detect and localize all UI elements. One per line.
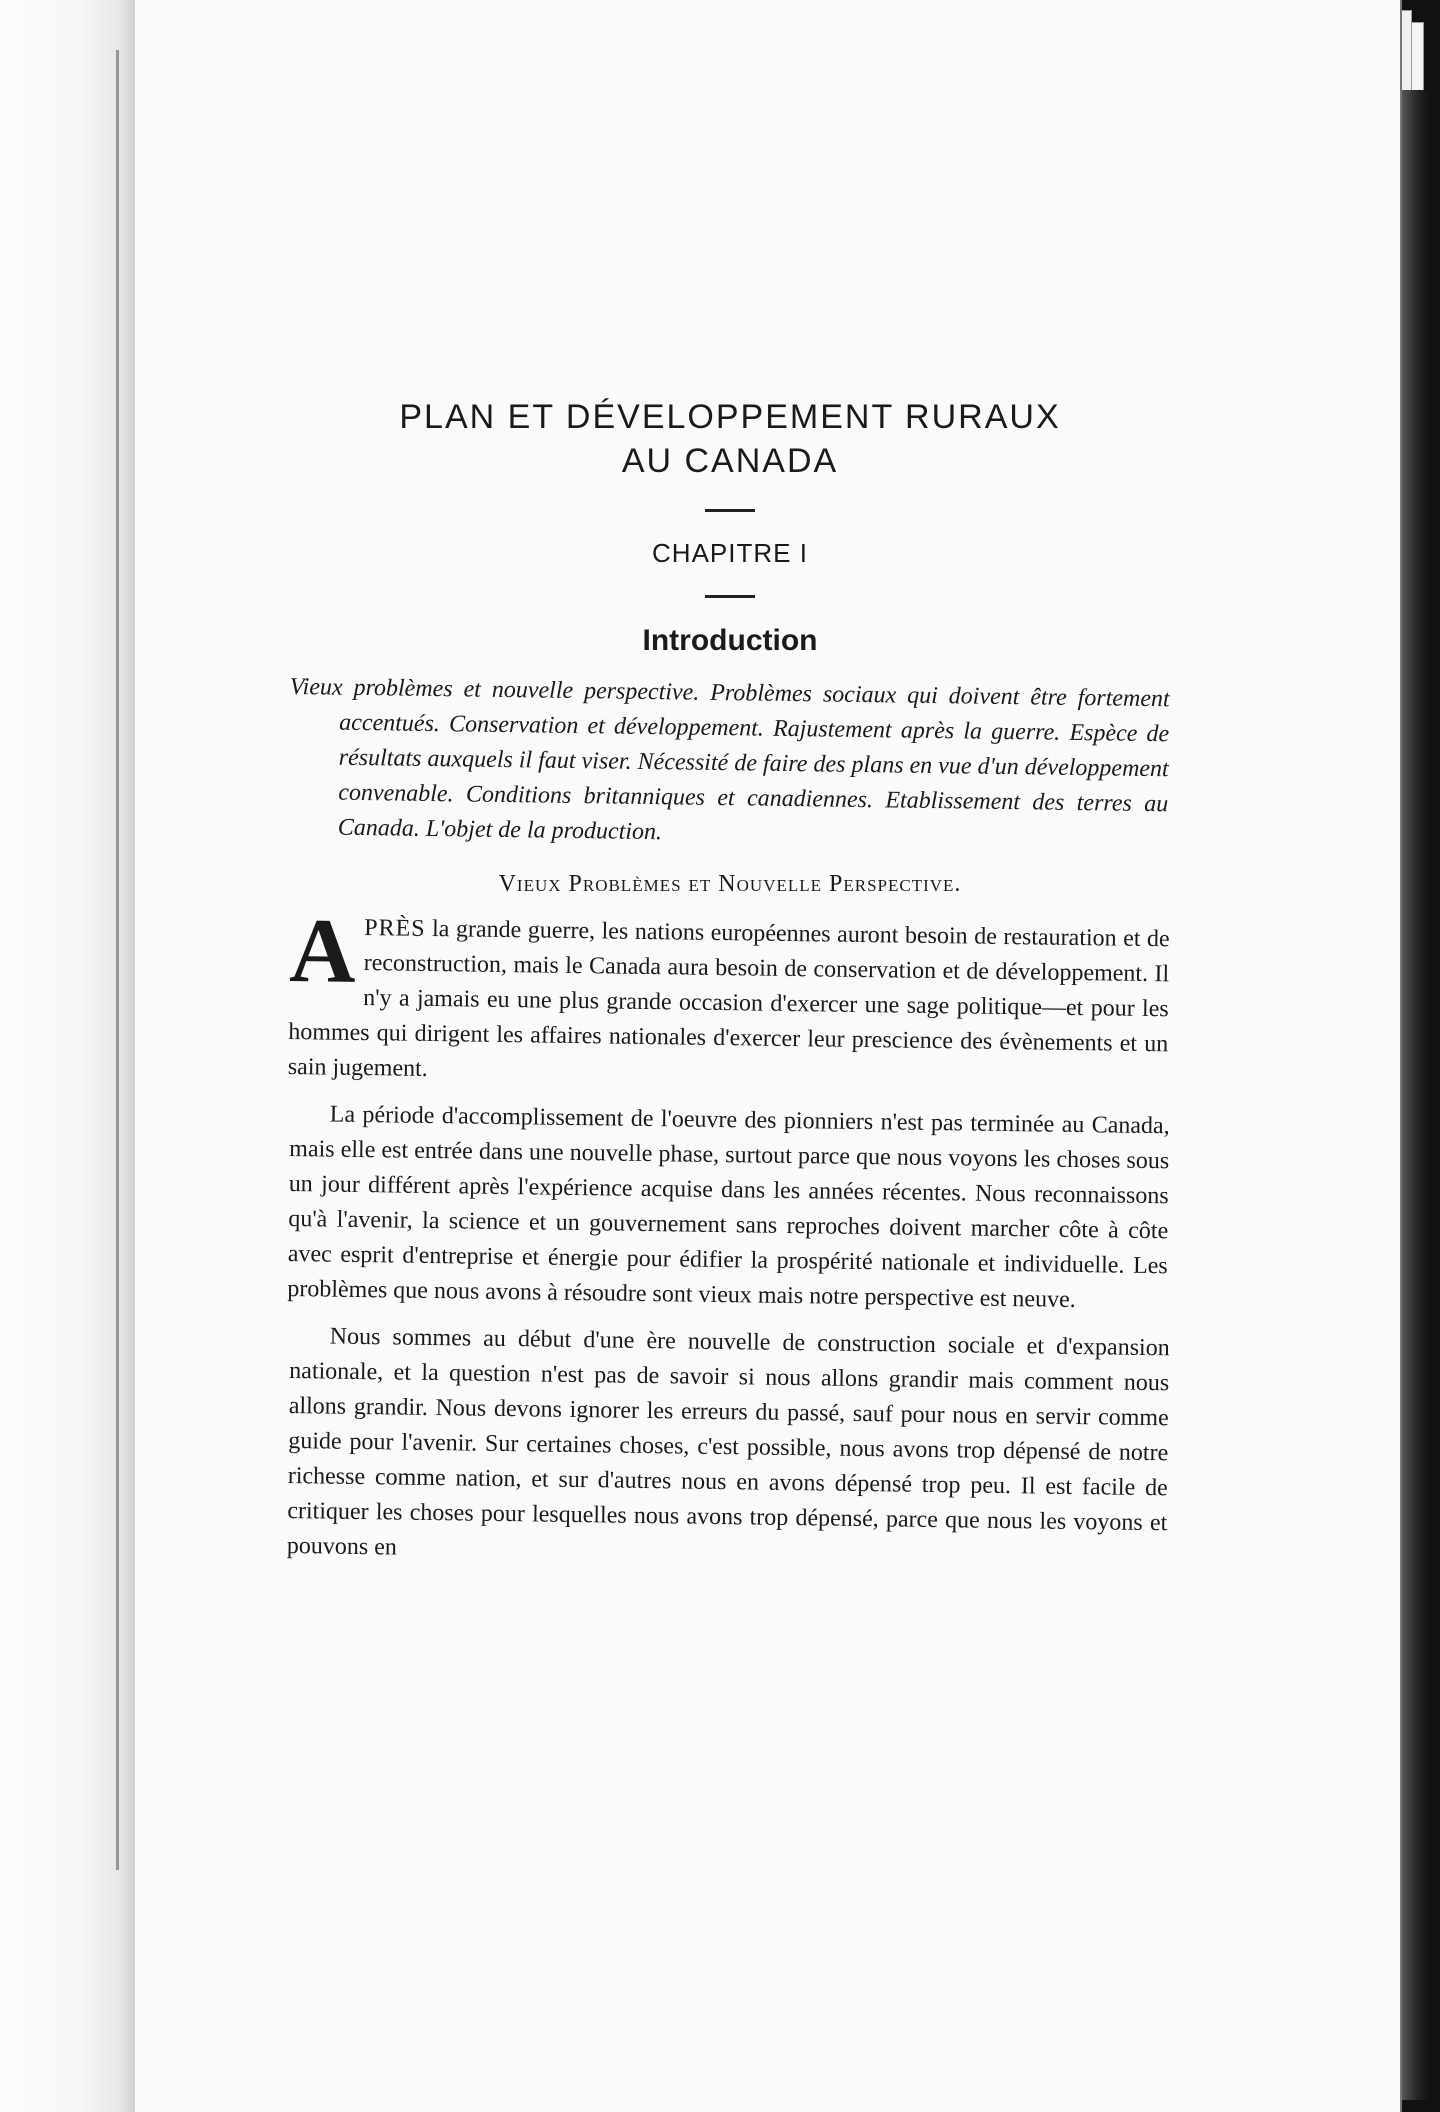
book-title (290, 395, 1170, 483)
paragraph-1-text: la grande guerre, les nations européennes auront besoin de restauration et de reconstruction, mais le Canada aura besoin de conservation et de développement. Il n'y a jamais eu une plus grande occasion d'exercer une sage politique—et pour les hommes qui dirigent les affaires nationales d'exercer leur prescience des évènements et un sain jugement. (287, 915, 1170, 1082)
title-line-2: AU CANADA (621, 442, 839, 480)
section-title: Vieux Problèmes et Nouvelle Perspective. (498, 871, 962, 897)
book-edge (1402, 90, 1430, 2100)
chapter-divider (705, 595, 755, 598)
drop-cap: A (288, 899, 357, 1002)
title-line-1: PLAN ET DÉVELOPPEMENT RURAUX (399, 398, 1061, 436)
page-gutter (0, 0, 135, 2112)
paragraph-3: Nous sommes au début d'une ère nouvelle de construction sociale et d'expansion nationale, et la question n'est pas de savoir si nous allons grandir mais comment nous allons grandir. Nous devons ignorer les erreurs du passé, sauf pour nous en servir comme guide pour l'avenir. Sur certaines choses, c'est possible, nous avons trop dépensé de notre richesse comme nation, et sur d'autres nous en avons dépensé trop peu. Il est facile de critiquer les choses pour lesquelles nous avons trop dépensé, parce que nous les voyons et pouvons en (286, 1323, 1170, 1561)
paragraph-1-lead: PRÈS (364, 915, 426, 942)
chapter-summary: Vieux problèmes et nouvelle perspective. Problèmes sociaux qui doivent être fortement accentués. Conservation et développement. Rajustement après la guerre. Espèce de résultats auxquels il faut viser. Nécessité de faire des plans en vue d'un développement convenable. Conditions britanniques et canadiennes. Etablissement des terres au Canada. L'objet de la production. (289, 673, 1170, 846)
paragraph-2: La période d'accomplissement de l'oeuvre des pionniers n'est pas terminée au Canada, mais elle est entrée dans une nouvelle phase, surtout parce que nous voyons les choses sous un jour différent après l'expérience acquise dans les années récentes. Nous reconnaissons qu'à l'avenir, la science et un gouvernement sans reproches doivent marcher côte à côte avec esprit d'entreprise et énergie pour édifier la prospérité nationale et individuelle. Les problèmes que nous avons à résoudre sont vieux mais notre perspective est neuve. (287, 1101, 1170, 1313)
chapter-label: CHAPITRE I (652, 538, 808, 568)
chapter-heading: Introduction (642, 624, 818, 657)
binding-line (116, 50, 119, 1870)
title-divider (705, 509, 755, 512)
page-content (286, 395, 1170, 1576)
paragraph-1 (287, 899, 1170, 1097)
